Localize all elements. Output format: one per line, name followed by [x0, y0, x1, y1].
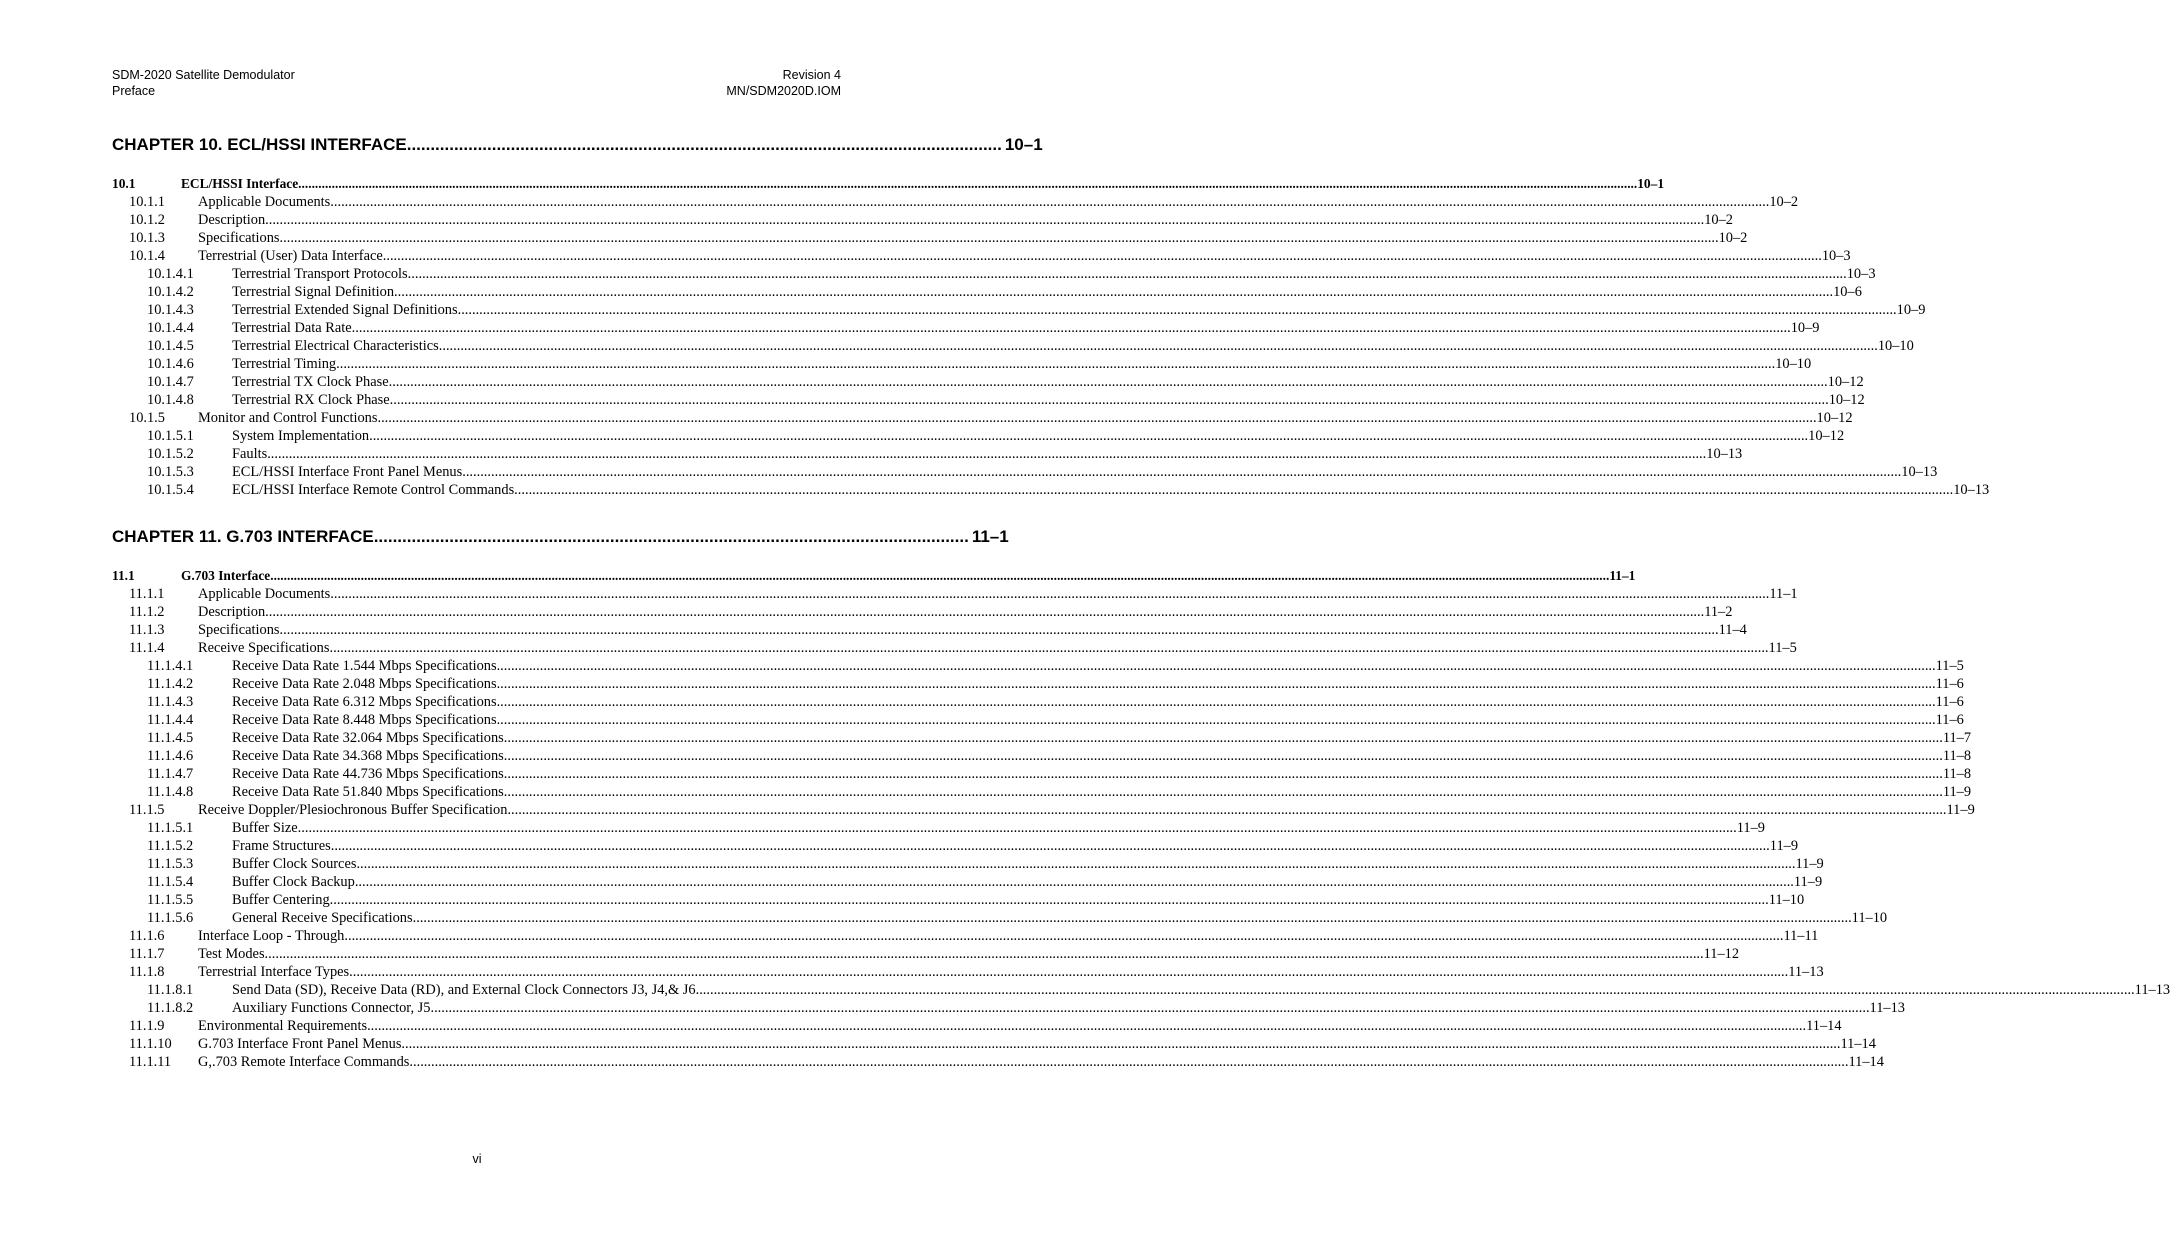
- dot-leader: ................................................................................................................................................................................................................................................................................................................................................................................................................: [503, 766, 1943, 782]
- toc-entry-number: 11.1.8.2: [147, 1000, 194, 1016]
- dot-leader: ................................................................................................................................................................................................................................................................................................................................................................................................................: [496, 694, 1936, 710]
- dot-leader: ................................................................................................................................................................................................................................................................................................................................................................................................................: [270, 568, 1610, 583]
- toc-entry-number: 10.1.4.2: [147, 284, 194, 300]
- chapter-title: CHAPTER 11. G.703 INTERFACE: [112, 527, 374, 546]
- toc-entry-title: Faults: [232, 446, 268, 462]
- toc-entry-number: 10.1.4.5: [147, 338, 194, 354]
- toc-entry-number: 11.1.4.2: [147, 676, 194, 692]
- toc-entry-number: 10.1.4: [129, 248, 165, 264]
- toc-entry-number: 11.1: [112, 568, 135, 583]
- dot-leader: ..............................................................................................................................: [373, 527, 969, 546]
- toc-entry-number: 11.1.11: [129, 1054, 172, 1070]
- toc-entry[interactable]: [112, 337, 1914, 355]
- document-number: MN/SDM2020D.IOM: [726, 84, 841, 98]
- toc-entry-page: 11–13: [1788, 964, 1824, 980]
- dot-leader: ................................................................................................................................................................................................................................................................................................................................................................................................................: [297, 820, 1737, 836]
- dot-leader: ................................................................................................................................................................................................................................................................................................................................................................................................................: [430, 1000, 1870, 1016]
- toc-entry-page: 11–6: [1935, 676, 1964, 692]
- dot-leader: ................................................................................................................................................................................................................................................................................................................................................................................................................: [330, 838, 1770, 854]
- toc-entry-page: 11–2: [1704, 604, 1733, 620]
- toc-entry-page: 10–12: [1816, 410, 1853, 426]
- toc-entry-number: 11.1.5.3: [147, 856, 194, 872]
- toc-entry-page: 11–6: [1935, 712, 1964, 728]
- dot-leader: ..............................................................................................................................: [406, 135, 1002, 154]
- toc-entry-number: 11.1.2: [129, 604, 165, 620]
- toc-entry-page: 11–13: [1869, 1000, 1905, 1016]
- toc-entry-number: 10.1.5.1: [147, 428, 194, 444]
- toc-entry-page: 11–13: [2134, 982, 2170, 998]
- dot-leader: ................................................................................................................................................................................................................................................................................................................................................................................................................: [503, 784, 1943, 800]
- toc-entry-number: 10.1.4.6: [147, 356, 194, 372]
- toc-entry-title: Test Modes: [198, 946, 265, 962]
- toc-entry-page: 10–10: [1775, 356, 1812, 372]
- dot-leader: ................................................................................................................................................................................................................................................................................................................................................................................................................: [279, 622, 1719, 638]
- toc-entry-page: 10–12: [1827, 374, 1864, 390]
- toc-entry-title: Terrestrial Transport Protocols: [232, 266, 408, 282]
- toc-entry[interactable]: [112, 963, 1824, 981]
- running-header-left: [112, 67, 295, 99]
- toc-entry-title: Receive Data Rate 1.544 Mbps Specifications: [232, 658, 497, 674]
- dot-leader: ................................................................................................................................................................................................................................................................................................................................................................................................................: [330, 194, 1770, 210]
- toc-entry-page: 10–13: [1953, 482, 1990, 498]
- toc-entry[interactable]: [112, 873, 1823, 891]
- toc-entry-page: 11–1: [1609, 568, 1636, 583]
- toc-entry-page: 10–6: [1833, 284, 1862, 300]
- toc-entry[interactable]: [112, 247, 1851, 265]
- toc-entry[interactable]: [112, 999, 1905, 1017]
- running-header-right: [726, 67, 841, 99]
- dot-leader: ................................................................................................................................................................................................................................................................................................................................................................................................................: [330, 586, 1770, 602]
- toc-entry-title: General Receive Specifications: [232, 910, 413, 926]
- toc-entry-page: 11–5: [1935, 658, 1964, 674]
- toc-entry[interactable]: [112, 837, 1799, 855]
- toc-entry-number: 11.1.4.5: [147, 730, 194, 746]
- toc-entry-title: Terrestrial Data Rate: [232, 320, 352, 336]
- toc-entry-number: 11.1.5.2: [147, 838, 194, 854]
- dot-leader: ................................................................................................................................................................................................................................................................................................................................................................................................................: [438, 338, 1878, 354]
- toc-entry-number: 11.1.10: [129, 1036, 172, 1052]
- toc-entry-page: 10–3: [1846, 266, 1876, 282]
- toc-entry[interactable]: [112, 391, 1865, 409]
- chapter-heading[interactable]: [112, 527, 1009, 547]
- dot-leader: ................................................................................................................................................................................................................................................................................................................................................................................................................: [329, 892, 1769, 908]
- toc-entry-page: 11–9: [1793, 874, 1823, 890]
- dot-leader: ................................................................................................................................................................................................................................................................................................................................................................................................................: [503, 730, 1943, 746]
- toc-entry-page: 11–14: [1848, 1054, 1884, 1070]
- toc-entry[interactable]: [112, 567, 1636, 585]
- toc-entry[interactable]: [112, 229, 1748, 247]
- toc-entry-title: Buffer Clock Sources: [232, 856, 357, 872]
- toc-entry-number: 11.1.9: [129, 1018, 165, 1034]
- dot-leader: ................................................................................................................................................................................................................................................................................................................................................................................................................: [382, 248, 1822, 264]
- toc-entry-number: 11.1.4.6: [147, 748, 194, 764]
- toc-entry-page: 10–13: [1706, 446, 1743, 462]
- toc-entry-title: System Implementation: [232, 428, 370, 444]
- toc-entry-title: Applicable Documents: [198, 194, 331, 210]
- chapter-title: CHAPTER 10. ECL/HSSI INTERFACE: [112, 135, 407, 154]
- toc-entry-title: ECL/HSSI Interface Remote Control Commands: [232, 482, 515, 498]
- toc-entry-number: 11.1.5.4: [147, 874, 194, 890]
- dot-leader: ................................................................................................................................................................................................................................................................................................................................................................................................................: [401, 1036, 1841, 1052]
- toc-entry-title: Terrestrial Interface Types: [198, 964, 350, 980]
- toc-entry-title: Terrestrial Timing: [232, 356, 337, 372]
- toc-entry[interactable]: [112, 729, 1972, 747]
- toc-entry-title: Monitor and Control Functions: [198, 410, 378, 426]
- toc-entry-number: 11.1.4.4: [147, 712, 194, 728]
- toc-entry-page: 11–11: [1783, 928, 1819, 944]
- toc-entry[interactable]: [112, 747, 1972, 765]
- dot-leader: ................................................................................................................................................................................................................................................................................................................................................................................................................: [695, 982, 2135, 998]
- toc-entry-page: 11–8: [1942, 748, 1972, 764]
- dot-leader: ................................................................................................................................................................................................................................................................................................................................................................................................................: [496, 676, 1936, 692]
- toc-entry[interactable]: [112, 621, 1747, 639]
- toc-entry-title: Receive Doppler/Plesiochronous Buffer Specification: [198, 802, 508, 818]
- toc-entry[interactable]: [112, 265, 1876, 283]
- dot-leader: ................................................................................................................................................................................................................................................................................................................................................................................................................: [265, 212, 1705, 228]
- toc-entry[interactable]: [112, 1017, 1842, 1035]
- toc-entry[interactable]: [112, 445, 1743, 463]
- toc-entry-page: 10–12: [1808, 428, 1845, 444]
- toc-entry[interactable]: [112, 711, 1964, 729]
- section-name: Preface: [112, 84, 156, 98]
- toc-entry[interactable]: [112, 1035, 1876, 1053]
- toc-entry-number: 11.1.8.1: [147, 982, 194, 998]
- toc-entry[interactable]: [112, 927, 1819, 945]
- toc-entry-page: 11–10: [1851, 910, 1888, 926]
- toc-entry-title: Specifications: [198, 230, 280, 246]
- toc-entry-page: 11–4: [1718, 622, 1747, 638]
- dot-leader: ................................................................................................................................................................................................................................................................................................................................................................................................................: [503, 748, 1943, 764]
- toc-entry-number: 11.1.5.1: [147, 820, 194, 836]
- toc-entry[interactable]: [112, 1053, 1884, 1071]
- toc-entry[interactable]: [112, 765, 1972, 783]
- dot-leader: ................................................................................................................................................................................................................................................................................................................................................................................................................: [344, 928, 1784, 944]
- toc-entry-title: Interface Loop - Through: [198, 928, 345, 944]
- toc-entry-title: Description: [198, 604, 266, 620]
- dot-leader: ................................................................................................................................................................................................................................................................................................................................................................................................................: [407, 266, 1847, 282]
- toc-entry-number: 10.1.3: [129, 230, 165, 246]
- toc-entry-page: 11–9: [1736, 820, 1765, 836]
- toc-entry-number: 11.1.5.6: [147, 910, 194, 926]
- toc-entry[interactable]: [112, 211, 1733, 229]
- toc-entry-title: Auxiliary Functions Connector, J5: [232, 1000, 431, 1016]
- toc-entry-page: 10–2: [1769, 194, 1799, 210]
- toc-entry[interactable]: [112, 945, 1740, 963]
- dot-leader: ................................................................................................................................................................................................................................................................................................................................................................................................................: [265, 604, 1705, 620]
- toc-entry-number: 10.1.2: [129, 212, 165, 228]
- dot-leader: ................................................................................................................................................................................................................................................................................................................................................................................................................: [462, 464, 1902, 480]
- dot-leader: ................................................................................................................................................................................................................................................................................................................................................................................................................: [457, 302, 1897, 318]
- toc-entry-number: 11.1.4.3: [147, 694, 194, 710]
- dot-leader: ................................................................................................................................................................................................................................................................................................................................................................................................................: [507, 802, 1947, 818]
- toc-entry[interactable]: [112, 409, 1853, 427]
- toc-entry-title: Terrestrial Extended Signal Definitions: [232, 302, 458, 318]
- dot-leader: ................................................................................................................................................................................................................................................................................................................................................................................................................: [367, 1018, 1807, 1034]
- dot-leader: ................................................................................................................................................................................................................................................................................................................................................................................................................: [514, 482, 1954, 498]
- toc-entry-page: 11–7: [1942, 730, 1972, 746]
- toc-entry-title: Terrestrial Signal Definition: [232, 284, 395, 300]
- dot-leader: ................................................................................................................................................................................................................................................................................................................................................................................................................: [496, 658, 1936, 674]
- toc-entry-title: Specifications: [198, 622, 280, 638]
- toc-entry-title: Terrestrial (User) Data Interface: [198, 248, 383, 264]
- chapter-heading[interactable]: [112, 135, 1043, 155]
- toc-entry-number: 11.1.6: [129, 928, 165, 944]
- toc-entry-title: Description: [198, 212, 266, 228]
- toc-entry-page: 10–10: [1877, 338, 1914, 354]
- dot-leader: ................................................................................................................................................................................................................................................................................................................................................................................................................: [356, 856, 1796, 872]
- toc-entry-number: 10.1.4.4: [147, 320, 194, 336]
- toc-entry-title: ECL/HSSI Interface: [181, 176, 299, 191]
- toc-entry[interactable]: [112, 801, 1975, 819]
- toc-entry-title: Receive Data Rate 32.064 Mbps Specifications: [232, 730, 504, 746]
- toc-entry-page: 11–12: [1703, 946, 1740, 962]
- revision-label: Revision 4: [782, 68, 841, 82]
- toc-entry-page: 10–13: [1901, 464, 1938, 480]
- toc-entry[interactable]: [112, 891, 1805, 909]
- toc-entry[interactable]: [112, 657, 1964, 675]
- dot-leader: ................................................................................................................................................................................................................................................................................................................................................................................................................: [389, 392, 1829, 408]
- chapter-page: 11–1: [971, 527, 1009, 546]
- toc-entry-title: Send Data (SD), Receive Data (RD), and External Clock Connectors J3, J4,& J6: [232, 982, 696, 998]
- dot-leader: ................................................................................................................................................................................................................................................................................................................................................................................................................: [351, 320, 1791, 336]
- toc-entry-number: 11.1.7: [129, 946, 165, 962]
- toc-entry[interactable]: [112, 355, 1812, 373]
- toc-entry-title: Terrestrial TX Clock Phase: [232, 374, 389, 390]
- toc-entry-title: Terrestrial Electrical Characteristics: [232, 338, 439, 354]
- dot-leader: ................................................................................................................................................................................................................................................................................................................................................................................................................: [496, 712, 1936, 728]
- toc-entry-page: 10–3: [1821, 248, 1851, 264]
- toc-entry[interactable]: [112, 855, 1824, 873]
- toc-entry-number: 10.1.4.7: [147, 374, 194, 390]
- toc-entry[interactable]: [112, 693, 1964, 711]
- toc-entry-title: Receive Data Rate 44.736 Mbps Specifications: [232, 766, 504, 782]
- toc-entry[interactable]: [112, 373, 1864, 391]
- toc-entry-number: 10.1.1: [129, 194, 165, 210]
- dot-leader: ................................................................................................................................................................................................................................................................................................................................................................................................................: [349, 964, 1789, 980]
- toc-entry-title: Receive Data Rate 34.368 Mbps Specifications: [232, 748, 504, 764]
- toc-entry[interactable]: [112, 463, 1938, 481]
- toc-entry[interactable]: [112, 603, 1733, 621]
- toc-entry[interactable]: [112, 639, 1797, 657]
- toc-entry-number: 11.1.3: [129, 622, 165, 638]
- toc-entry-page: 11–8: [1942, 766, 1972, 782]
- toc-entry-page: 11–1: [1769, 586, 1798, 602]
- toc-entry-page: 10–12: [1828, 392, 1865, 408]
- toc-entry-title: Environmental Requirements: [198, 1018, 368, 1034]
- toc-entry-number: 11.1.4.7: [147, 766, 194, 782]
- toc-entry-title: Terrestrial RX Clock Phase: [232, 392, 390, 408]
- toc-entry-page: 10–9: [1896, 302, 1926, 318]
- toc-entry-number: 10.1: [112, 176, 136, 191]
- toc-entry-number: 11.1.5.5: [147, 892, 194, 908]
- toc-entry-number: 10.1.4.3: [147, 302, 194, 318]
- toc-entry[interactable]: [112, 193, 1799, 211]
- document-title: SDM-2020 Satellite Demodulator: [112, 68, 295, 82]
- toc-entry-title: Buffer Clock Backup: [232, 874, 355, 890]
- toc-entry[interactable]: [112, 783, 1972, 801]
- toc-entry-number: 11.1.4: [129, 640, 165, 656]
- dot-leader: ................................................................................................................................................................................................................................................................................................................................................................................................................: [394, 284, 1834, 300]
- toc-entry[interactable]: [112, 301, 1926, 319]
- toc-entry-number: 11.1.4.8: [147, 784, 194, 800]
- toc-entry-page: 10–9: [1790, 320, 1820, 336]
- toc-entry-title: Buffer Size: [232, 820, 298, 836]
- toc-entry-title: Receive Data Rate 2.048 Mbps Specifications: [232, 676, 497, 692]
- toc-entry-page: 10–2: [1704, 212, 1733, 228]
- toc-entry[interactable]: [112, 909, 1888, 927]
- chapter-page: 10–1: [1004, 135, 1043, 154]
- toc-entry-page: 11–6: [1935, 694, 1964, 710]
- toc-entry-title: ECL/HSSI Interface Front Panel Menus: [232, 464, 463, 480]
- toc-entry[interactable]: [112, 283, 1862, 301]
- toc-entry-title: G.703 Interface Front Panel Menus: [198, 1036, 402, 1052]
- toc-entry-title: Receive Data Rate 6.312 Mbps Specifications: [232, 694, 497, 710]
- dot-leader: ................................................................................................................................................................................................................................................................................................................................................................................................................: [264, 946, 1704, 962]
- toc-entry-title: G,.703 Remote Interface Commands: [198, 1054, 410, 1070]
- toc-entry-title: Applicable Documents: [198, 586, 331, 602]
- toc-entry-number: 11.1.1: [129, 586, 165, 602]
- dot-leader: ................................................................................................................................................................................................................................................................................................................................................................................................................: [409, 1054, 1849, 1070]
- dot-leader: ................................................................................................................................................................................................................................................................................................................................................................................................................: [412, 910, 1852, 926]
- dot-leader: ................................................................................................................................................................................................................................................................................................................................................................................................................: [336, 356, 1776, 372]
- toc-entry-title: Frame Structures: [232, 838, 331, 854]
- toc-list: [112, 175, 1990, 499]
- dot-leader: ................................................................................................................................................................................................................................................................................................................................................................................................................: [388, 374, 1828, 390]
- toc-entry-page: 11–5: [1768, 640, 1797, 656]
- toc-entry-page: 11–9: [1769, 838, 1799, 854]
- toc-entry-title: Receive Data Rate 51.840 Mbps Specifications: [232, 784, 504, 800]
- dot-leader: ................................................................................................................................................................................................................................................................................................................................................................................................................: [267, 446, 1707, 462]
- toc-entry-number: 10.1.4.1: [147, 266, 194, 282]
- toc-entry[interactable]: [112, 427, 1845, 445]
- toc-entry[interactable]: [112, 675, 1964, 693]
- toc-entry-number: 10.1.5: [129, 410, 165, 426]
- dot-leader: ................................................................................................................................................................................................................................................................................................................................................................................................................: [279, 230, 1719, 246]
- toc-entry-page: 10–2: [1718, 230, 1748, 246]
- toc-entry[interactable]: [112, 175, 1665, 193]
- toc-entry[interactable]: [112, 319, 1820, 337]
- toc-entry-number: 11.1.5: [129, 802, 165, 818]
- toc-entry-number: 11.1.4.1: [147, 658, 194, 674]
- toc-entry-page: 11–14: [1806, 1018, 1842, 1034]
- page-number: vi: [472, 1152, 482, 1166]
- toc-entry-number: 10.1.5.3: [147, 464, 194, 480]
- toc-entry-title: G.703 Interface: [181, 568, 271, 583]
- toc-entry-page: 11–10: [1768, 892, 1805, 908]
- toc-entry-number: 11.1.8: [129, 964, 165, 980]
- toc-entry-number: 10.1.5.2: [147, 446, 194, 462]
- dot-leader: ................................................................................................................................................................................................................................................................................................................................................................................................................: [377, 410, 1817, 426]
- toc-entry-page: 11–9: [1795, 856, 1824, 872]
- dot-leader: ................................................................................................................................................................................................................................................................................................................................................................................................................: [298, 176, 1638, 191]
- toc-entry[interactable]: [112, 585, 1798, 603]
- toc-entry-page: 10–1: [1637, 176, 1665, 191]
- toc-entry-title: Buffer Centering: [232, 892, 330, 908]
- dot-leader: ................................................................................................................................................................................................................................................................................................................................................................................................................: [369, 428, 1809, 444]
- toc-entry-title: Receive Specifications: [198, 640, 330, 656]
- toc-entry-title: Receive Data Rate 8.448 Mbps Specifications: [232, 712, 497, 728]
- toc-entry-number: 10.1.4.8: [147, 392, 194, 408]
- toc-entry[interactable]: [112, 481, 1990, 499]
- toc-entry-page: 11–9: [1946, 802, 1975, 818]
- toc-entry[interactable]: [112, 981, 2170, 999]
- dot-leader: ................................................................................................................................................................................................................................................................................................................................................................................................................: [354, 874, 1794, 890]
- toc-entry-page: 11–9: [1942, 784, 1972, 800]
- dot-leader: ................................................................................................................................................................................................................................................................................................................................................................................................................: [329, 640, 1769, 656]
- toc-entry[interactable]: [112, 819, 1765, 837]
- toc-entry-page: 11–14: [1840, 1036, 1876, 1052]
- toc-list: [112, 567, 2170, 1071]
- toc-entry-number: 10.1.5.4: [147, 482, 194, 498]
